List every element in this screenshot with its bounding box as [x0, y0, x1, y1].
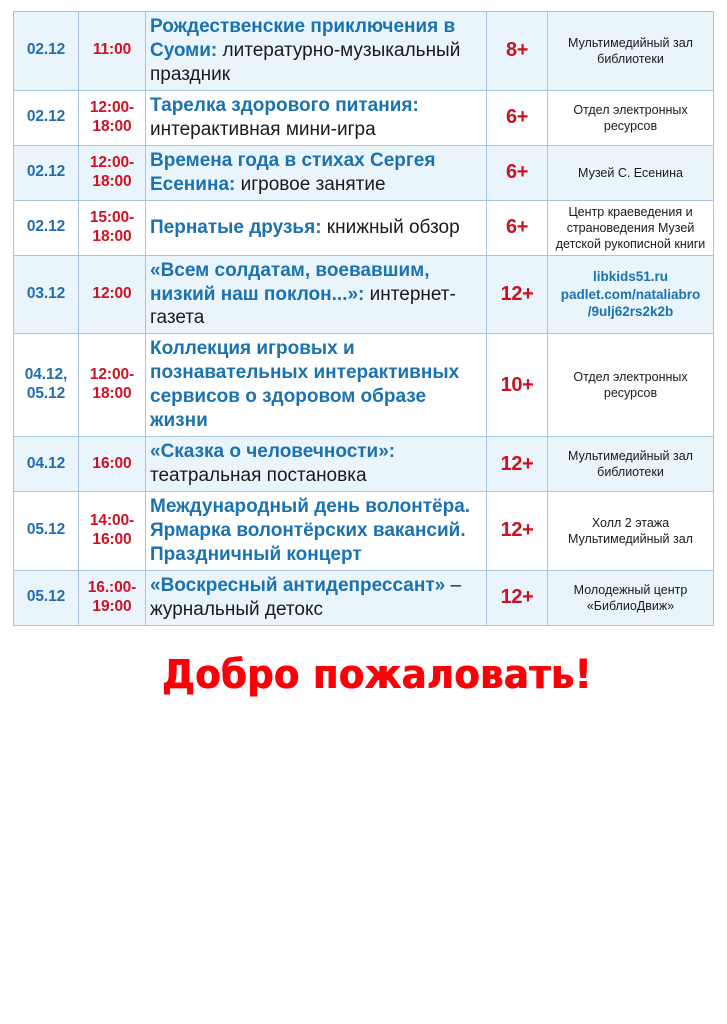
table-row: [14, 492, 714, 571]
event-title: [146, 145, 487, 200]
events-schedule-table: [13, 11, 714, 626]
event-title-subtitle: – журнальный детокс: [150, 574, 462, 620]
event-title-subtitle: игровое занятие: [235, 173, 386, 195]
event-title-highlight: Пернатые друзья:: [150, 216, 322, 238]
event-title: [146, 200, 487, 255]
event-title: [146, 255, 487, 334]
event-venue: Холл 2 этажа Мультимедийный зал: [548, 492, 714, 571]
event-date: 04.12: [14, 437, 79, 492]
event-title-highlight: Международный день волонтёра. Ярмарка волонтёрских вакансий. Праздничный концерт: [150, 496, 471, 565]
event-title-highlight: Коллекция игровых и познавательных интерактивных сервисов о здоровом образе жизни: [150, 338, 460, 432]
event-venue: Музей С. Есенина: [548, 145, 714, 200]
event-title-subtitle: книжный обзор: [321, 216, 460, 238]
event-title: [146, 570, 487, 625]
event-venue: Молодежный центр «БиблиоДвиж»: [548, 570, 714, 625]
event-title-highlight: «Воскресный антидепрессант»: [150, 574, 446, 596]
event-time: 12:00-18:00: [79, 145, 146, 200]
event-title-highlight: «Сказка о человечности»:: [150, 441, 396, 463]
age-rating-badge: 6+: [487, 145, 548, 200]
event-title-highlight: Тарелка здорового питания:: [150, 94, 419, 116]
event-time: 11:00: [79, 12, 146, 91]
table-row: [14, 255, 714, 334]
age-rating-badge: 12+: [487, 255, 548, 334]
event-venue-link[interactable]: libkids51.ru padlet.com/nataliabro /9ulj62rs2k2b: [548, 255, 714, 334]
event-title-highlight: «Всем солдатам, воевавшим, низкий наш поклон...»:: [150, 259, 430, 305]
event-title-highlight: Рождественские приключения в Суоми:: [150, 16, 456, 61]
event-title-subtitle: литературно-музыкальный праздник: [150, 39, 461, 85]
event-title: [146, 90, 487, 145]
event-time: 16.:00-19:00: [79, 570, 146, 625]
age-rating-badge: 8+: [487, 12, 548, 91]
welcome-text: Добро пожаловать!: [161, 651, 592, 698]
age-rating-badge: 6+: [487, 90, 548, 145]
age-rating-badge: 12+: [487, 492, 548, 571]
event-venue: Отдел электронных ресурсов: [548, 90, 714, 145]
event-date: 02.12: [14, 12, 79, 91]
event-title: [146, 334, 487, 437]
event-date: 02.12: [14, 90, 79, 145]
table-row: [14, 90, 714, 145]
event-title-subtitle: интернет-газета: [150, 283, 456, 329]
age-rating-badge: 6+: [487, 200, 548, 255]
event-title: [146, 437, 487, 492]
age-rating-badge: 12+: [487, 570, 548, 625]
event-venue: Мультимедийный зал библиотеки: [548, 437, 714, 492]
table-row: [14, 200, 714, 255]
event-date: 05.12: [14, 492, 79, 571]
age-rating-badge: 10+: [487, 334, 548, 437]
welcome-banner: [13, 652, 727, 698]
age-rating-badge: 12+: [487, 437, 548, 492]
event-date: 05.12: [14, 570, 79, 625]
table-row: [14, 12, 714, 91]
event-date: 03.12: [14, 255, 79, 334]
table-row: [14, 437, 714, 492]
event-title: [146, 492, 487, 571]
event-time: 12:00-18:00: [79, 334, 146, 437]
event-venue: Отдел электронных ресурсов: [548, 334, 714, 437]
event-time: 14:00-16:00: [79, 492, 146, 571]
event-venue: Мультимедийный зал библиотеки: [548, 12, 714, 91]
event-date: 02.12: [14, 200, 79, 255]
event-date: 02.12: [14, 145, 79, 200]
table-row: [14, 570, 714, 625]
event-time: 16:00: [79, 437, 146, 492]
event-title-highlight: Времена года в стихах Сергея Есенина:: [150, 149, 436, 195]
event-title: [146, 12, 487, 91]
event-time: 12:00: [79, 255, 146, 334]
event-venue: Центр краеведения и страноведения Музей детской рукописной книги: [548, 200, 714, 255]
table-row: [14, 145, 714, 200]
events-schedule-body: [14, 12, 714, 626]
event-title-subtitle: театральная постановка: [150, 465, 367, 487]
event-date: 04.12, 05.12: [14, 334, 79, 437]
table-row: [14, 334, 714, 437]
event-time: 15:00-18:00: [79, 200, 146, 255]
event-title-subtitle: интерактивная мини-игра: [150, 118, 376, 140]
event-time: 12:00-18:00: [79, 90, 146, 145]
